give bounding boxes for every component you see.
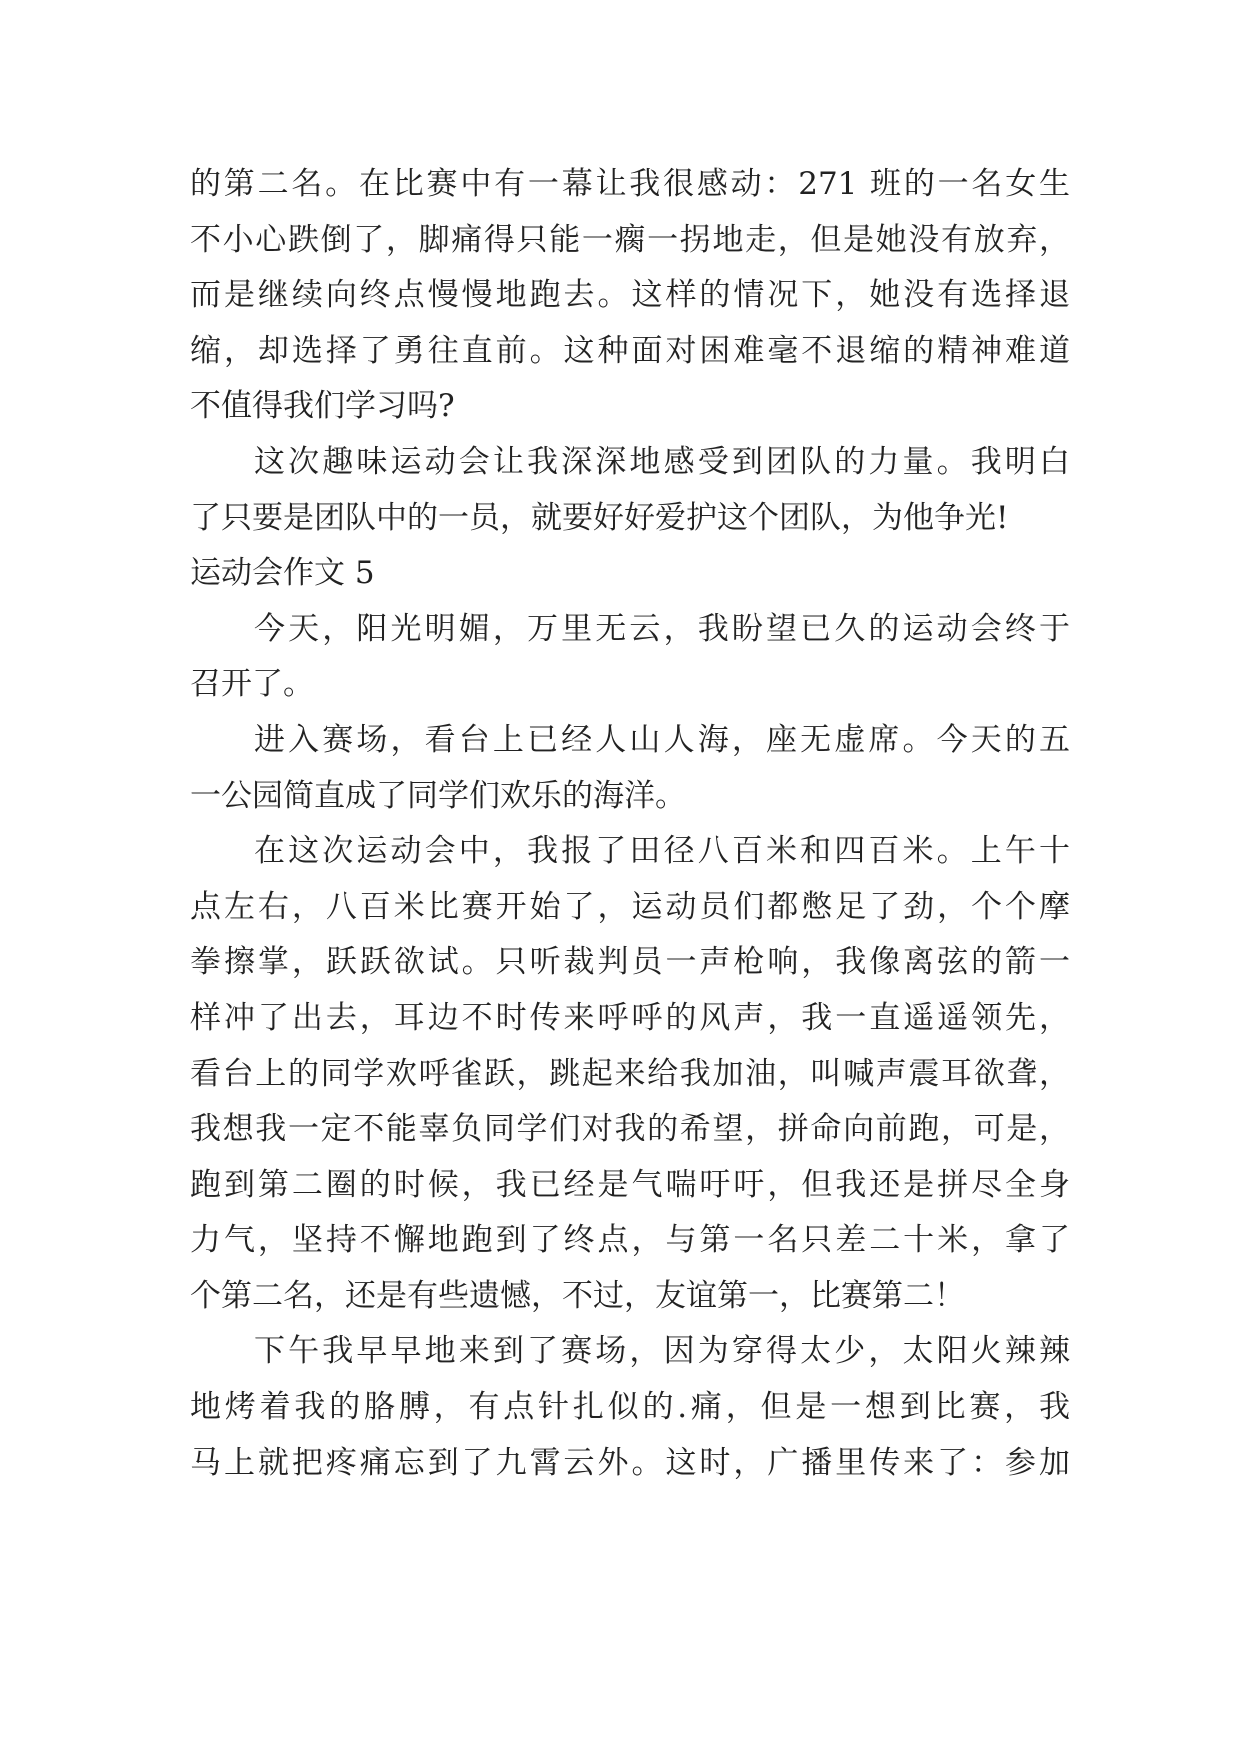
text-line: 点左右，八百米比赛开始了，运动员们都憋足了劲，个个摩 xyxy=(190,888,1070,925)
text-line: 马上就把疼痛忘到了九霄云外。这时，广播里传来了：参加 xyxy=(190,1444,1070,1481)
text-line: 缩，却选择了勇往直前。这种面对困难毫不退缩的精神难道 xyxy=(190,332,1070,369)
text-line: 进入赛场，看台上已经人山人海，座无虚席。今天的五 xyxy=(254,721,1070,758)
text-line: 不值得我们学习吗? xyxy=(190,388,455,425)
text-line: 看台上的同学欢呼雀跃，跳起来给我加油，叫喊声震耳欲聋， xyxy=(190,1055,1070,1092)
text-line: 召开了。 xyxy=(190,666,314,703)
text-line: 下午我早早地来到了赛场，因为穿得太少，太阳火辣辣 xyxy=(254,1333,1070,1370)
text-line: 不小心跌倒了，脚痛得只能一瘸一拐地走，但是她没有放弃， xyxy=(190,221,1070,258)
text-line: 在这次运动会中，我报了田径八百米和四百米。上午十 xyxy=(254,833,1070,870)
text-line: 而是继续向终点慢慢地跑去。这样的情况下，她没有选择退 xyxy=(190,277,1070,314)
text-line: 一公园简直成了同学们欢乐的海洋。 xyxy=(190,777,686,814)
text-line: 运动会作文 5 xyxy=(190,555,375,592)
text-line: 个第二名，还是有些遗憾，不过，友谊第一，比赛第二！ xyxy=(190,1277,965,1314)
document-body xyxy=(190,157,1070,1491)
text-line: 跑到第二圈的时候，我已经是气喘吁吁，但我还是拼尽全身 xyxy=(190,1166,1070,1203)
text-line: 了只要是团队中的一员，就要好好爱护这个团队，为他争光! xyxy=(190,499,1009,536)
text-line: 地烤着我的胳膊，有点针扎似的.痛，但是一想到比赛，我 xyxy=(190,1389,1070,1426)
text-line: 力气，坚持不懈地跑到了终点，与第一名只差二十米，拿了 xyxy=(190,1222,1070,1259)
text-line: 我想我一定不能辜负同学们对我的希望，拼命向前跑，可是， xyxy=(190,1111,1070,1148)
text-line: 今天，阳光明媚，万里无云，我盼望已久的运动会终于 xyxy=(254,610,1070,647)
text-line: 这次趣味运动会让我深深地感受到团队的力量。我明白 xyxy=(254,443,1070,480)
text-line: 拳擦掌，跃跃欲试。只听裁判员一声枪响，我像离弦的箭一 xyxy=(190,944,1070,981)
text-line: 样冲了出去，耳边不时传来呼呼的风声，我一直遥遥领先， xyxy=(190,999,1070,1036)
text-line: 的第二名。在比赛中有一幕让我很感动：271 班的一名女生 xyxy=(190,166,1070,202)
